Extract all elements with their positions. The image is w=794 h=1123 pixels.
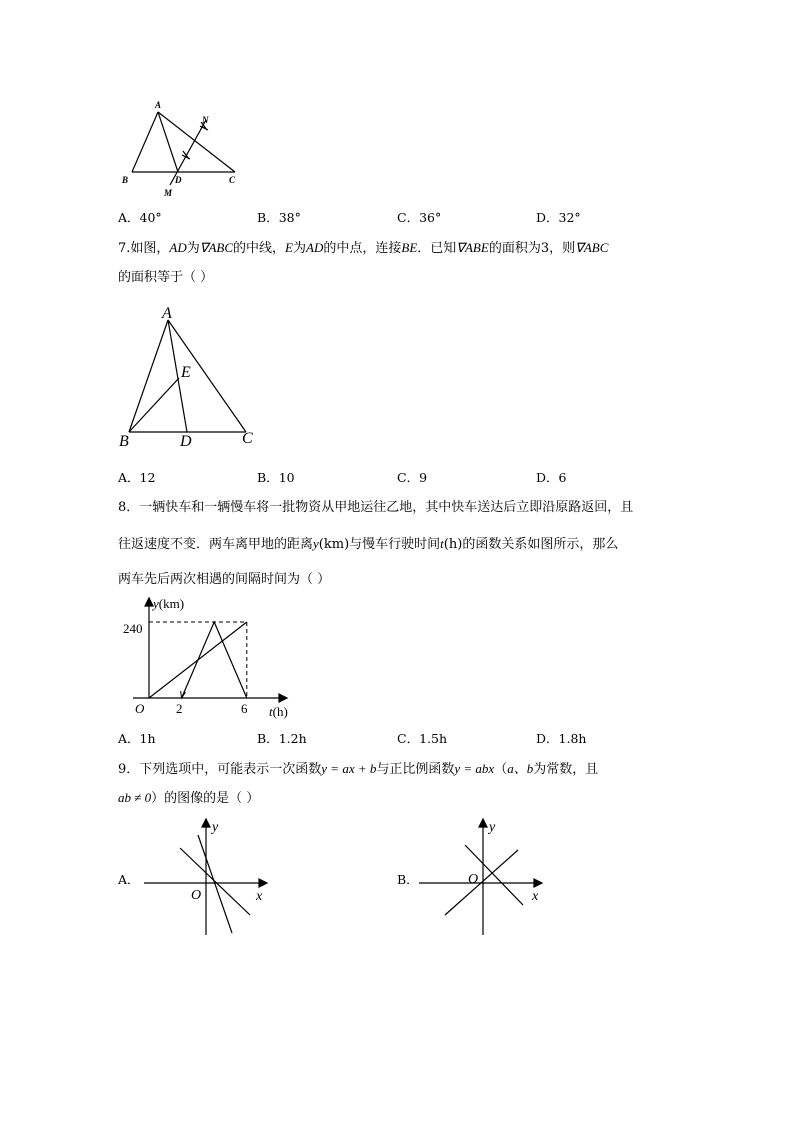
q9-option-a-label[interactable]: A． [118, 872, 140, 887]
q6-option-a[interactable]: A．40° [118, 210, 162, 225]
q8-distance-time-chart [115, 594, 305, 724]
q7-side-ac [168, 320, 246, 432]
q8-y-axis-label: y(km) [153, 596, 185, 611]
q8-x-axis-arrow [279, 694, 287, 702]
q7-stem-line-1: 7.如图，AD为∇ABC的中线，E为AD的中点，连接BE．已知∇ABE的面积为3，则∇ABC [118, 240, 609, 256]
q6-side-ac [158, 112, 235, 172]
q9b-x-axis-arrow [534, 879, 542, 887]
q7-label-d: D [180, 433, 192, 450]
q8-option-d[interactable]: D．1.8h [536, 731, 587, 746]
q9a-y-axis-arrow [202, 819, 210, 827]
q8-stem-line-2: 往返速度不变．两车离甲地的距离y(km)与慢车行驶时间t(h)的函数关系如图所示，那么 [118, 536, 619, 552]
q7-segment-be [129, 378, 179, 432]
q8-stem-line-3: 两车先后两次相遇的间隔时间为（ ） [118, 572, 331, 587]
q8-x-tick-6: 6 [241, 701, 248, 716]
q6-option-d[interactable]: D．32° [536, 210, 581, 225]
q7-option-c[interactable]: C．9 [397, 470, 428, 485]
q9b-origin-label: O [468, 872, 479, 887]
q8-option-a[interactable]: A．1h [118, 731, 156, 746]
q8-origin-label: O [135, 701, 145, 716]
q7-label-a: A [162, 305, 172, 322]
q7-side-ab [129, 320, 168, 432]
q7-option-a[interactable]: A．12 [118, 470, 156, 485]
q9b-x-label: x [532, 889, 539, 904]
q6-option-b[interactable]: B．38° [257, 210, 301, 225]
q7-option-d[interactable]: D．6 [536, 470, 567, 485]
q9-option-b-graph[interactable] [415, 815, 550, 940]
q9-option-b-label[interactable]: B． [397, 872, 419, 887]
q9-stem-line-2: ab ≠ 0）的图像的是（ ） [118, 790, 260, 806]
q9a-line-2 [198, 835, 232, 933]
q6-label-b: B [122, 175, 129, 185]
q9-stem-line-1: 9．下列选项中，可能表示一次函数y = ax + b与正比例函数y = abx（a、b为常数，且 [118, 761, 599, 777]
q9a-x-label: x [256, 889, 263, 904]
q8-series-line-2 [182, 622, 247, 698]
q7-option-b[interactable]: B．10 [257, 470, 295, 485]
q6-label-a: A [155, 100, 162, 110]
q6-label-c: C [229, 175, 236, 185]
q8-stem-line-1: 8．一辆快车和一辆慢车将一批物资从甲地运往乙地，其中快车送达后立即沿原路返回，且 [118, 500, 634, 515]
q8-y-tick-240: 240 [123, 621, 143, 636]
q6-label-n: N [202, 115, 209, 125]
q8-x-tick-2: 2 [176, 701, 183, 716]
q8-option-c[interactable]: C．1.5h [397, 731, 448, 746]
q9a-origin-label: O [191, 888, 202, 903]
q9a-line-1 [180, 848, 250, 915]
q9a-x-axis-arrow [259, 879, 267, 887]
q6-label-m: M [164, 188, 173, 198]
q9-option-a-graph[interactable] [140, 815, 275, 940]
q6-side-ab [132, 112, 158, 172]
q6-label-d: D [175, 175, 182, 185]
q7-stem-line-2: 的面积等于（ ） [118, 270, 214, 285]
q7-label-e: E [181, 364, 191, 381]
q6-triangle-figure [118, 100, 248, 200]
q7-label-c: C [242, 430, 253, 447]
q6-option-c[interactable]: C．36° [397, 210, 442, 225]
q8-option-b[interactable]: B．1.2h [257, 731, 307, 746]
q7-triangle-figure [115, 300, 265, 450]
q9a-y-label: y [212, 820, 219, 835]
q9b-y-label: y [489, 820, 496, 835]
q9b-y-axis-arrow [479, 819, 487, 827]
q7-label-b: B [119, 433, 129, 450]
q6-segment-ad [158, 112, 178, 172]
q8-x-axis-label: t(h) [269, 704, 288, 719]
q8-y-axis-arrow [145, 598, 153, 606]
